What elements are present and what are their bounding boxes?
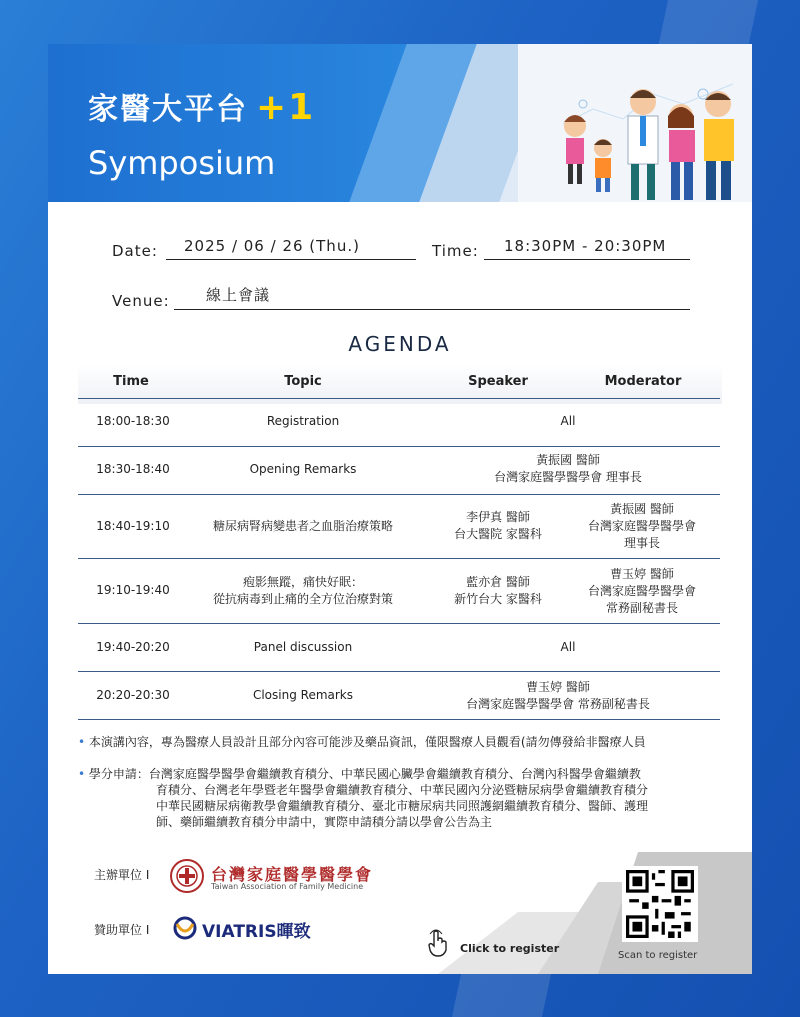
row-divider xyxy=(78,671,720,672)
row-topic: 糖尿病腎病變患者之血脂治療策略 xyxy=(212,519,393,533)
row-moderator: 常務副秘書長 xyxy=(605,601,678,615)
row-moderator: 理事長 xyxy=(623,536,660,550)
row-topic: 從抗病毒到止痛的全方位治療對策 xyxy=(212,592,393,606)
row-divider xyxy=(78,558,720,559)
row-speaker: 藍亦倉 醫師 xyxy=(466,575,530,589)
row-all: All xyxy=(560,414,576,428)
header-time: Time xyxy=(113,374,149,389)
viatris-logo-icon xyxy=(172,916,198,940)
header-topic: Topic xyxy=(284,374,322,389)
row-divider xyxy=(78,494,720,495)
row-time: 19:10-19:40 xyxy=(96,583,170,597)
row-time: 20:20-20:30 xyxy=(96,688,170,702)
row-speaker: 新竹台大 家醫科 xyxy=(454,592,542,606)
footer-decor xyxy=(398,852,752,974)
row-topic: Panel discussion xyxy=(253,640,353,654)
row-speaker: 黃振國 醫師 xyxy=(536,453,600,467)
credit-note-line: 師、藥師繼續教育積分申請中，實際申請積分請以學會公告為主 xyxy=(156,815,493,829)
hand-pointer-icon[interactable] xyxy=(426,928,450,958)
credit-note-line: 中華民國糖尿病衛教學會繼續教育積分、臺北市糖尿病共同照護網繼續教育積分、醫師、護理 xyxy=(156,799,649,813)
host-label: 主辦單位 I xyxy=(94,868,150,882)
row-topic: Closing Remarks xyxy=(252,688,354,702)
venue-label: Venue: xyxy=(112,292,170,310)
register-link[interactable]: Click to register xyxy=(460,942,560,955)
credit-note-line: 育積分、台灣老年學暨老年醫學會繼續教育積分、中華民國內分泌暨糖尿病學會繼續教育積分 xyxy=(156,783,649,797)
family-illustration xyxy=(553,64,743,204)
time-underline xyxy=(484,259,690,260)
time-label: Time: xyxy=(432,242,479,260)
row-speaker: 台灣家庭醫學醫學會 常務副秘書長 xyxy=(466,697,650,711)
date-value: 2025 / 06 / 26 (Thu.) xyxy=(184,237,360,255)
scan-label: Scan to register xyxy=(618,950,698,961)
sponsor-label: 贊助單位 I xyxy=(94,923,150,937)
row-topic: Registration xyxy=(266,414,340,428)
row-speaker: 李伊真 醫師 xyxy=(466,510,530,524)
header-speaker: Speaker xyxy=(468,374,528,389)
row-time: 19:40-20:20 xyxy=(96,640,170,654)
disclaimer-note: • 本演講內容，專為醫療人員設計且部分內容可能涉及藥品資訊，僅限醫療人員觀看(請勿傳發給非醫療人員 xyxy=(78,735,646,749)
header-moderator: Moderator xyxy=(604,374,682,389)
row-all: All xyxy=(560,640,576,654)
row-divider xyxy=(78,623,720,624)
row-topic: Opening Remarks xyxy=(249,462,357,476)
date-label: Date: xyxy=(112,242,158,260)
row-time: 18:40-19:10 xyxy=(96,519,170,533)
venue-underline xyxy=(174,309,690,310)
qr-code-icon[interactable] xyxy=(622,866,698,942)
row-moderator: 黃振國 醫師 xyxy=(610,502,674,516)
row-divider xyxy=(78,446,720,447)
row-speaker: 台灣家庭醫學醫學會 理事長 xyxy=(494,470,642,484)
row-moderator: 曹玉婷 醫師 xyxy=(610,567,674,581)
host-name: 台灣家庭醫學醫學會 xyxy=(211,865,374,884)
row-topic: 疱影無蹤，痛快好眠： xyxy=(242,575,363,589)
row-divider xyxy=(78,719,720,720)
page-title: 家醫大平台 +1 xyxy=(88,87,316,128)
row-time: 18:30-18:40 xyxy=(96,462,170,476)
host-name-en: Taiwan Association of Family Medicine xyxy=(211,882,364,891)
row-moderator: 台灣家庭醫學醫學會 xyxy=(587,584,696,598)
row-speaker: 台大醫院 家醫科 xyxy=(454,527,542,541)
row-divider xyxy=(78,398,720,399)
sponsor-name: VIATRIS暉致 xyxy=(202,922,311,942)
row-time: 18:00-18:30 xyxy=(96,414,170,428)
association-seal-icon xyxy=(170,859,204,893)
credit-note: • 學分申請：台灣家庭醫學醫學會繼續教育積分、中華民國心臟學會繼續教育積分、台灣內科醫學會繼續教 xyxy=(78,767,641,781)
venue-value: 線上會議 xyxy=(206,286,271,304)
page-subtitle: Symposium xyxy=(88,144,276,182)
time-value: 18:30PM - 20:30PM xyxy=(504,237,667,255)
date-underline xyxy=(166,259,416,260)
row-moderator: 台灣家庭醫學醫學會 xyxy=(587,519,696,533)
flyer-card xyxy=(48,44,752,974)
row-speaker: 曹玉婷 醫師 xyxy=(526,680,590,694)
title-plus: +1 xyxy=(256,87,316,128)
agenda-title: AGENDA xyxy=(348,332,452,356)
